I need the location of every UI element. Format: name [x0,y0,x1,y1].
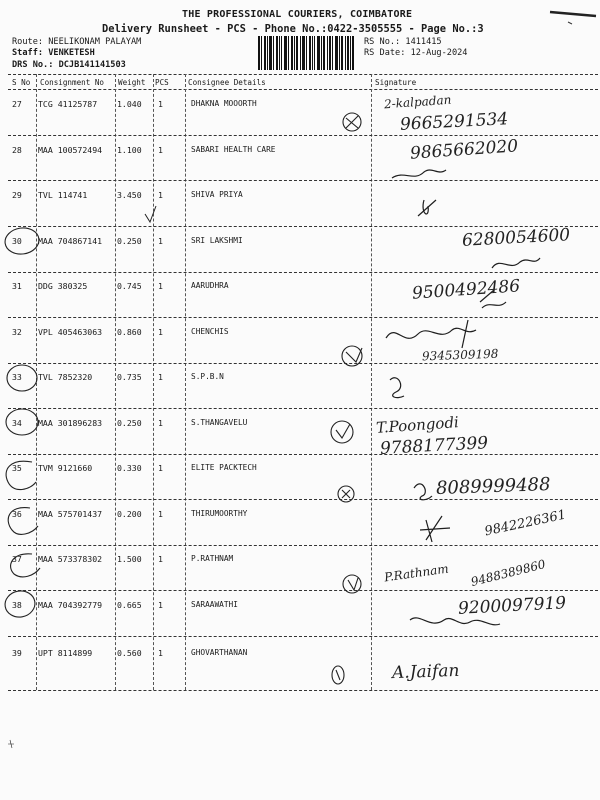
row-weight: 1.100 [117,145,142,155]
handwritten-signature-r39: A.Jaifan [391,660,460,684]
staff-label: Staff: VENKETESH [12,48,95,58]
row-pcs: 1 [158,418,163,428]
handwritten-phone-r38: 9200097919 [457,593,567,619]
row-pcs: 1 [158,327,163,337]
row-sno: 35 [12,463,22,473]
row-consignee: THIRUMOORTHY [191,509,248,518]
row-sno: 39 [12,648,22,658]
row-weight: 3.450 [117,190,142,200]
row-pcs: 1 [158,463,163,473]
row-sno: 32 [12,327,22,337]
handwritten-phone-r35: 8089999488 [435,474,551,499]
row-consignee: ELITE PACKTECH [191,463,257,472]
row-sno: 30 [12,236,22,246]
drs-label: DRS No.: DCJB141141503 [12,60,126,70]
row-weight: 1.040 [117,99,142,109]
col-header-signature: Signature [375,78,417,87]
row-consignment: DDG 380325 [38,281,88,291]
row-consignee: GHOVARTHANAN [191,648,248,657]
row-consignee: S.P.B.N [191,372,224,381]
row-consignment: MAA 301896283 [38,418,103,428]
col-header-pcs: PCS [155,78,169,87]
row-consignee: SARAAWATHI [191,600,238,609]
row-pcs: 1 [158,509,163,519]
handwritten-phone-r37: 9488389860 [469,556,547,590]
row-weight: 0.250 [117,236,142,246]
row-weight: 0.735 [117,372,142,382]
row-sno: 28 [12,145,22,155]
row-weight: 0.560 [117,648,142,658]
handwritten-phone-r27: 9665291534 [399,109,509,135]
row-consignment: TVM 9121660 [38,463,93,473]
route-label: Route: NEELIKONAM PALAYAM [12,37,142,47]
row-pcs: 1 [158,190,163,200]
row-consignment: UPT 8114899 [38,648,93,658]
row-consignment: TCG 41125787 [38,99,98,109]
row-consignment: MAA 704392779 [38,600,103,610]
row-consignment: MAA 100572494 [38,145,103,155]
row-pcs: 1 [158,554,163,564]
row-consignee: SHIVA PRIYA [191,190,243,199]
row-consignment: TVL 7852320 [38,372,93,382]
row-consignee: P.RATHNAM [191,554,234,563]
row-consignee: S.THANGAVELU [191,418,248,427]
row-pcs: 1 [158,648,163,658]
row-consignee: AARUDHRA [191,281,229,290]
row-consignee: SRI LAKSHMI [191,236,243,245]
row-weight: 0.860 [117,327,142,337]
handwritten-phone-r28: 9865662020 [409,136,519,164]
row-sno: 29 [12,190,22,200]
col-header-sno: S No [12,78,31,87]
row-consignee: DHAKNA MOOORTH [191,99,257,108]
col-header-consignment: Consignment No [40,78,105,87]
row-consignee: CHENCHIS [191,327,229,336]
row-consignment: MAA 575701437 [38,509,103,519]
col-header-consignee: Consignee Details [188,78,266,87]
rs-no-label: RS No.: 1411415 [364,37,442,47]
row-sno: 37 [12,554,22,564]
row-sno: 31 [12,281,22,291]
handwritten-name-r37: P.Rathnam [383,561,450,585]
row-weight: 1.500 [117,554,142,564]
row-weight: 0.745 [117,281,142,291]
row-pcs: 1 [158,236,163,246]
handwritten-name-r27: 2-kalpadan [383,92,452,112]
row-sno: 27 [12,99,22,109]
row-sno: 36 [12,509,22,519]
row-pcs: 1 [158,600,163,610]
row-weight: 0.200 [117,509,142,519]
row-consignment: TVL 114741 [38,190,88,200]
row-pcs: 1 [158,99,163,109]
row-consignment: VPL 405463063 [38,327,103,337]
row-consignment: MAA 573378302 [38,554,103,564]
row-sno: 33 [12,372,22,382]
handwritten-phone-r31: 9500492486 [411,276,521,304]
row-pcs: 1 [158,145,163,155]
row-sno: 34 [12,418,22,428]
handwritten-phone-r34: 9788177399 [379,433,489,459]
page-subtitle: Delivery Runsheet - PCS - Phone No.:0422-3505555 - Page No.:3 [102,23,484,35]
row-pcs: 1 [158,281,163,291]
row-weight: 0.250 [117,418,142,428]
rs-date-label: RS Date: 12-Aug-2024 [364,48,468,58]
row-weight: 0.330 [117,463,142,473]
row-consignment: MAA 704867141 [38,236,103,246]
handwritten-phone-r32: 9345309198 [421,346,499,364]
col-header-weight: Weight [118,78,146,87]
handwritten-phone-r30: 6280054600 [461,225,571,251]
row-sno: 38 [12,600,22,610]
row-pcs: 1 [158,372,163,382]
handwritten-phone-r36: 9842226361 [483,507,568,540]
handwritten-name-r34: T.Poongodi [375,413,460,437]
row-weight: 0.665 [117,600,142,610]
row-consignee: SABARI HEALTH CARE [191,145,276,154]
page-title: THE PROFESSIONAL COURIERS, COIMBATORE [182,9,413,20]
